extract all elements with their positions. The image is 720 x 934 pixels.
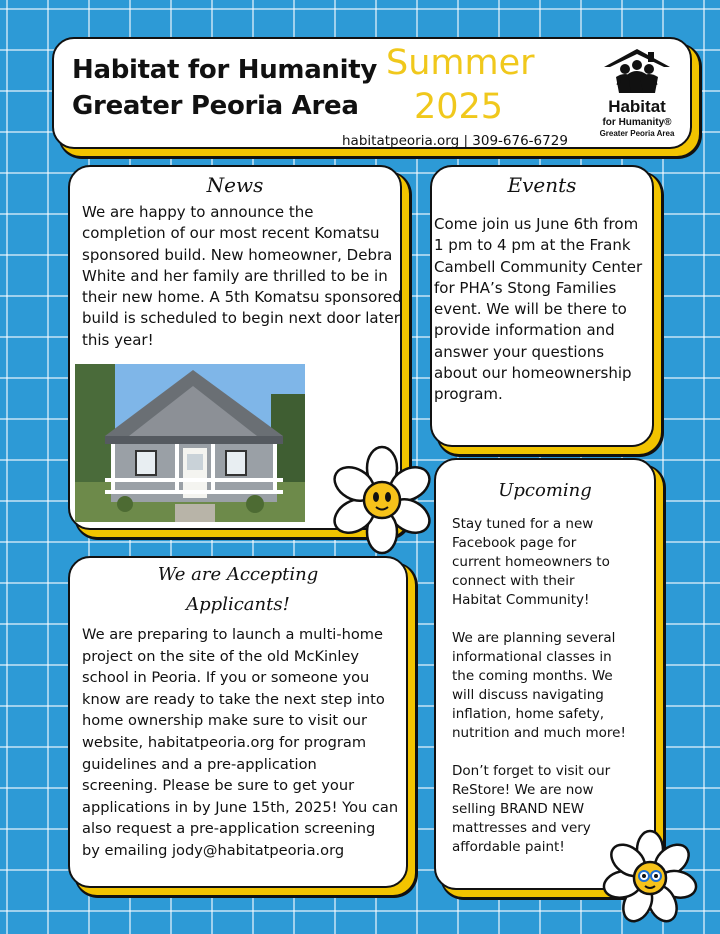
issue-year: 2025	[414, 87, 504, 127]
applicants-heading-line1: We are Accepting	[157, 564, 319, 585]
logo-name-line3: Greater Peoria Area	[599, 129, 675, 138]
upcoming-line: ReStore! We are now	[452, 782, 594, 798]
events-line: for PHA’s Stong Families	[434, 278, 617, 297]
events-line: program.	[434, 385, 503, 404]
news-line: sponsored build. New homeowner, Debra	[82, 245, 393, 264]
upcoming-line: current homeowners to	[452, 554, 610, 570]
org-region: Greater Peoria Area	[72, 91, 359, 121]
applicants-line: school in Peoria. If you or someone you	[82, 669, 370, 687]
upcoming-line: Stay tuned for a new	[452, 516, 594, 532]
upcoming-line: We are planning several	[452, 630, 616, 646]
logo-name-line2: for Humanity®	[602, 117, 672, 128]
applicants-heading-line2: Applicants!	[186, 594, 290, 615]
news-line: their new home. A 5th Komatsu sponsored	[82, 288, 402, 307]
events-body	[434, 214, 656, 406]
habitat-house-people-logo-icon	[598, 47, 676, 95]
events-heading: Events	[507, 173, 577, 197]
news-heading: News	[206, 173, 264, 197]
applicants-line: applications in by June 15th, 2025! You can	[82, 798, 399, 816]
issue-season: Summer	[386, 43, 535, 83]
applicants-line: guidelines and a pre-application	[82, 755, 317, 773]
contact-line: habitatpeoria.org | 309-676-6729	[342, 133, 568, 149]
smiling-daisy-icon	[600, 828, 700, 928]
logo-name-line1: Habitat	[608, 97, 666, 116]
header-card	[52, 37, 692, 149]
upcoming-heading: Upcoming	[498, 480, 592, 501]
applicants-line: screening. Please be sure to get your	[82, 777, 355, 795]
applicants-line: website, habitatpeoria.org for program	[82, 733, 367, 751]
news-line: build is scheduled to begin next door later	[82, 309, 400, 328]
news-line: White and her family are thrilled to be in	[82, 266, 388, 285]
upcoming-line: selling BRAND NEW	[452, 801, 585, 817]
news-line: this year!	[82, 330, 154, 349]
upcoming-line: will discuss navigating	[452, 687, 604, 703]
events-line: event. We will be there to	[434, 300, 627, 319]
upcoming-line: affordable paint!	[452, 839, 565, 855]
upcoming-line: the coming months. We	[452, 668, 613, 684]
events-line: Cambell Community Center	[434, 257, 643, 276]
events-line: Come join us June 6th from	[434, 215, 639, 233]
news-line: completion of our most recent Komatsu	[82, 224, 380, 243]
applicants-line: home ownership make sure to visit our	[82, 712, 367, 730]
events-line: provide information and	[434, 321, 615, 340]
new-home-photo	[75, 364, 305, 522]
org-name: Habitat for Humanity	[72, 55, 378, 85]
applicants-line: We are preparing to launch a multi-home	[82, 626, 383, 643]
applicants-line: by emailing jody@habitatpeoria.org	[82, 841, 345, 859]
applicants-line: also request a pre-application screening	[82, 820, 376, 838]
applicants-line: project on the site of the old McKinley	[82, 647, 360, 665]
upcoming-line: connect with their	[452, 573, 575, 589]
upcoming-line: Facebook page for	[452, 535, 577, 551]
news-body	[82, 202, 406, 351]
upcoming-line: informational classes in	[452, 649, 612, 665]
events-line: 1 pm to 4 pm at the Frank	[434, 236, 631, 255]
applicants-body	[82, 624, 406, 862]
upcoming-line: Habitat Community!	[452, 592, 590, 608]
events-line: answer your questions	[434, 342, 605, 361]
upcoming-line: nutrition and much more!	[452, 725, 626, 741]
upcoming-line: Don’t forget to visit our	[452, 763, 611, 779]
upcoming-line: inflation, home safety,	[452, 706, 605, 722]
habitat-logo	[598, 47, 676, 147]
applicants-line: know are ready to take the next step into	[82, 690, 385, 708]
upcoming-line: mattresses and very	[452, 820, 591, 836]
smiling-daisy-icon	[326, 444, 438, 556]
upcoming-line	[452, 610, 652, 629]
events-line: about our homeownership	[434, 364, 632, 383]
upcoming-body	[452, 515, 652, 857]
upcoming-line	[452, 743, 652, 762]
news-line: We are happy to announce the	[82, 203, 314, 221]
